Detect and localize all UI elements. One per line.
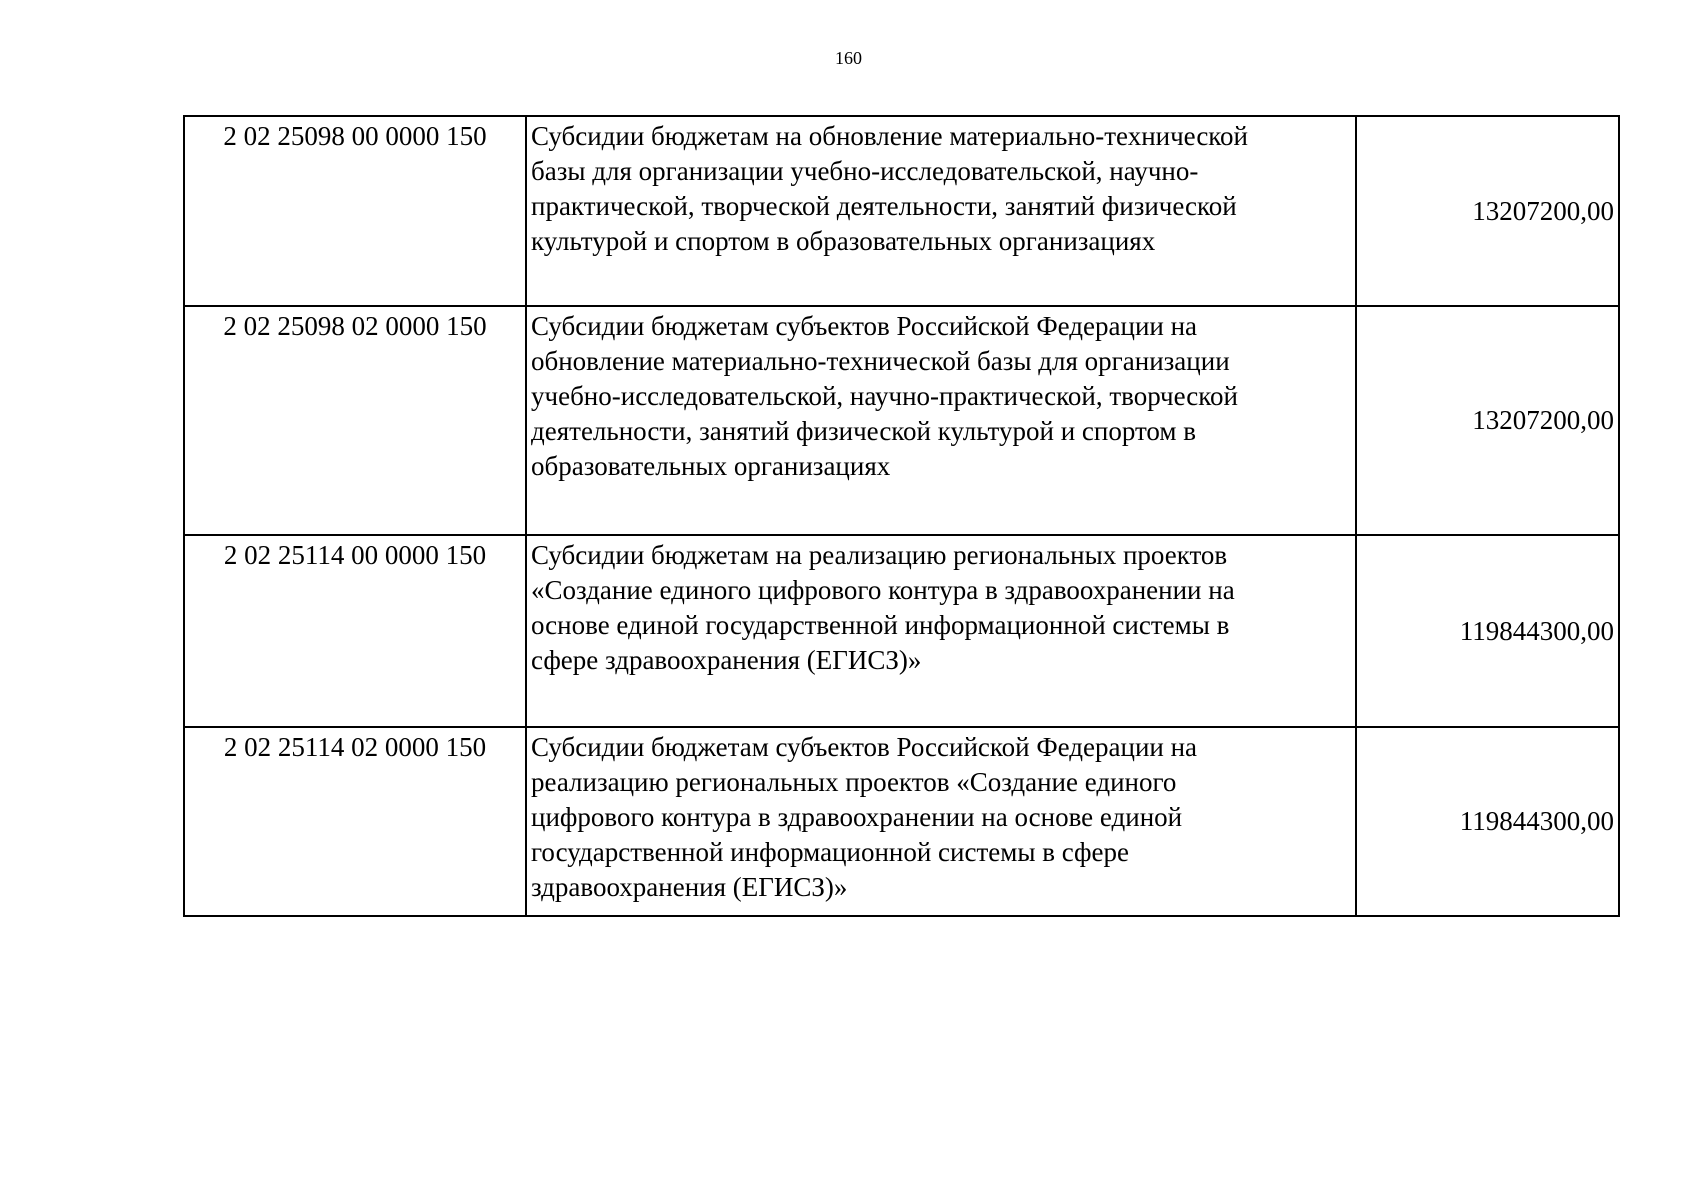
description-line: сфере здравоохранения (ЕГИСЗ)»: [531, 645, 922, 675]
budget-table: [183, 115, 1620, 917]
description-line: практической, творческой деятельности, занятий физической: [531, 191, 1237, 221]
description-line: Субсидии бюджетам субъектов Российской Федерации на: [531, 311, 1198, 341]
description-line: «Создание единого цифрового контура в здравоохранении на: [531, 575, 1235, 605]
table-row: [184, 116, 1619, 306]
amount: 119844300,00: [1356, 727, 1619, 916]
description-line: Субсидии бюджетам субъектов Российской Федерации на: [531, 732, 1198, 762]
budget-code: 2 02 25114 00 0000 150: [184, 535, 526, 727]
description: [526, 535, 1356, 727]
description-line: государственной информационной системы в сфере: [531, 837, 1129, 867]
budget-code: 2 02 25098 02 0000 150: [184, 306, 526, 535]
description: [526, 306, 1356, 535]
amount: 119844300,00: [1356, 535, 1619, 727]
description-line: базы для организации учебно-исследовательской, научно-: [531, 156, 1199, 186]
description-line: Субсидии бюджетам на реализацию региональных проектов: [531, 540, 1228, 570]
description-line: образовательных организациях: [531, 451, 891, 481]
description-line: Субсидии бюджетам на обновление материально-технической: [531, 121, 1249, 151]
page-number: 160: [835, 48, 862, 68]
budget-code: 2 02 25098 00 0000 150: [184, 116, 526, 306]
description-line: культурой и спортом в образовательных организациях: [531, 226, 1156, 256]
table-row: [184, 535, 1619, 727]
description: [526, 116, 1356, 306]
description-line: учебно-исследовательской, научно-практической, творческой: [531, 381, 1238, 411]
description-line: основе единой государственной информационной системы в: [531, 610, 1230, 640]
description-line: обновление материально-технической базы для организации: [531, 346, 1230, 376]
table-row: [184, 306, 1619, 535]
table-row: [184, 727, 1619, 916]
description-line: цифрового контура в здравоохранении на основе единой: [531, 802, 1183, 832]
description-line: деятельности, занятий физической культурой и спортом в: [531, 416, 1196, 446]
budget-code: 2 02 25114 02 0000 150: [184, 727, 526, 916]
description-line: реализацию региональных проектов «Создание единого: [531, 767, 1177, 797]
description-line: здравоохранения (ЕГИСЗ)»: [531, 872, 848, 902]
amount: 13207200,00: [1356, 306, 1619, 535]
description: [526, 727, 1356, 916]
amount: 13207200,00: [1356, 116, 1619, 306]
